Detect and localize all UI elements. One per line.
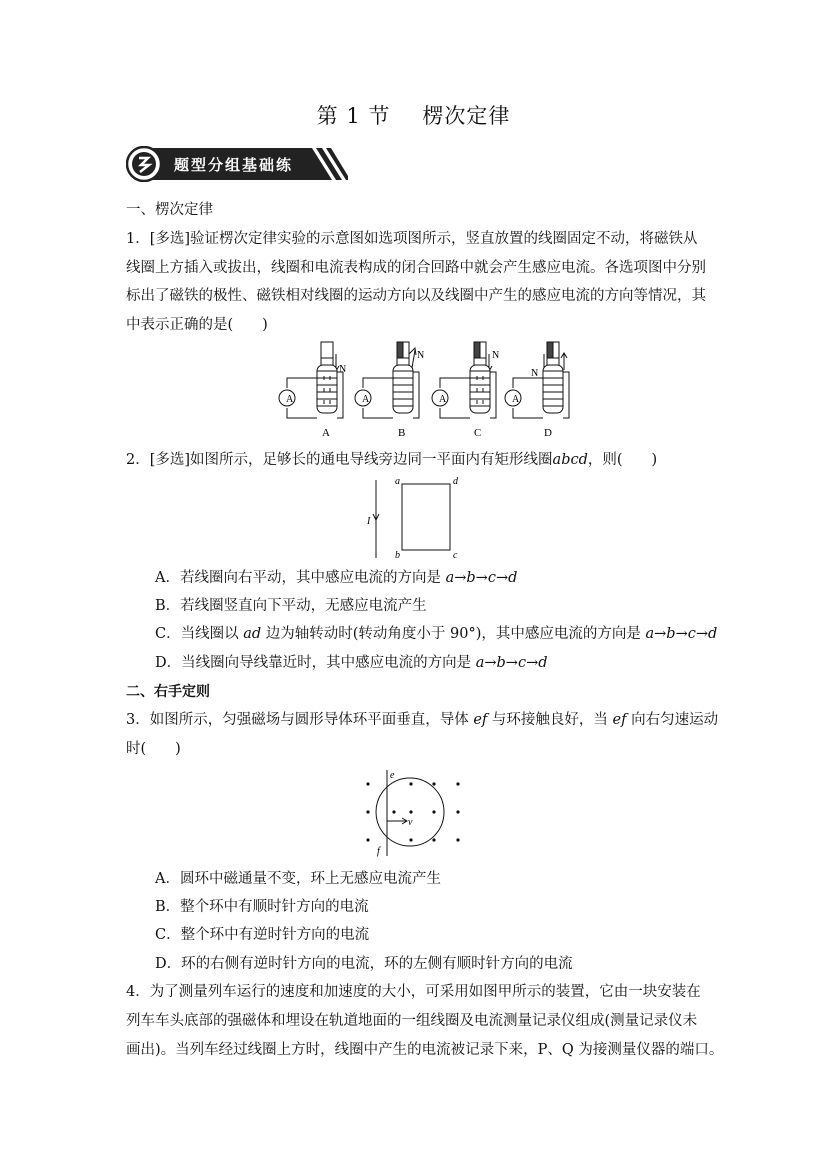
q1-figure <box>275 340 580 440</box>
panel-label-d: D <box>544 427 552 439</box>
pole-label-c: N <box>492 350 500 361</box>
section-number: 第 1 节 <box>316 104 391 128</box>
q2-stem-var: abcd <box>552 452 588 468</box>
point-f: f <box>377 846 380 857</box>
q1-line-2: 线圈上方插入或拔出，线圈和电流表构成的闭合回路中就会产生感应电流。各选项图中分别 <box>126 260 706 276</box>
q4-line-3: 画出)。当列车经过线圈上方时，线圈中产生的电流被记录下来，P、Q 为接测量仪器的端口。 <box>126 1042 724 1058</box>
corner-a: a <box>395 476 400 487</box>
ammeter-label-b: A <box>362 394 370 405</box>
q2-option-c-path: a→b→c→d <box>645 626 718 642</box>
ammeter-label-a: A <box>286 394 294 405</box>
q2-option-d-path: a→b→c→d <box>475 655 548 671</box>
q2-option-a-text: A．若线圈向右平动，其中感应电流的方向是 <box>155 570 446 586</box>
current-label: I <box>367 516 371 527</box>
panel-label-c: C <box>474 427 482 439</box>
q3-option-b: B．整个环中有顺时针方向的电流 <box>155 899 369 915</box>
pole-label-d: N <box>531 368 539 379</box>
banner-label: 题型分组基础练 <box>174 156 294 174</box>
q2-figure <box>360 474 470 564</box>
q3-var-ef-1: ef <box>473 712 488 728</box>
q3-option-c: C．整个环中有逆时针方向的电流 <box>155 927 370 943</box>
q2-option-c-text: 边为轴转动时(转动角度小于 90°)，其中感应电流的方向是 <box>261 626 646 642</box>
section-banner <box>126 146 348 182</box>
q2-option-c-pre: C．当线圈以 <box>155 626 244 642</box>
section-heading-2: 二、右手定则 <box>126 684 210 700</box>
pole-label-b: N <box>417 350 425 361</box>
page-title <box>0 100 827 130</box>
q1-line-1: 1．[多选]验证楞次定律实验的示意图如选项图所示，竖直放置的线圈固定不动，将磁铁从 <box>126 231 698 247</box>
velocity-v: v <box>408 817 413 828</box>
q1-panel-d <box>505 342 569 418</box>
q3-option-a: A．圆环中磁通量不变，环上无感应电流产生 <box>155 871 441 887</box>
corner-c: c <box>453 550 458 561</box>
q2-option-d <box>155 653 548 673</box>
q3-line-2: 时( ) <box>126 741 181 757</box>
q2-option-d-text: D．当线圈向导线靠近时，其中感应电流的方向是 <box>155 655 476 671</box>
q3-line-1 <box>126 710 718 730</box>
q3-line-1c: 向右匀速运动 <box>626 712 719 728</box>
q3-line-1a: 3．如图所示，匀强磁场与圆形导体环平面垂直，导体 <box>126 712 474 728</box>
panel-label-b: B <box>398 427 406 439</box>
point-e: e <box>390 770 395 781</box>
q3-figure <box>358 766 470 860</box>
q3-option-d: D．环的右侧有逆时针方向的电流，环的左侧有顺时针方向的电流 <box>155 956 573 972</box>
q2-stem-text: 2．[多选]如图所示，足够长的通电导线旁边同一平面内有矩形线圈 <box>126 452 553 468</box>
q1-line-4: 中表示正确的是( ) <box>126 317 268 333</box>
section-title: 楞次定律 <box>422 104 511 128</box>
corner-d: d <box>453 476 458 487</box>
q2-stem <box>126 450 657 470</box>
q3-line-1b: 与环接触良好，当 <box>487 712 613 728</box>
q1-panel-c <box>432 342 496 418</box>
q2-option-a-path: a→b→c→d <box>445 570 518 586</box>
q2-option-b: B．若线圈竖直向下平动，无感应电流产生 <box>155 598 427 614</box>
corner-b: b <box>395 550 400 561</box>
q2-option-c-var: ad <box>243 626 262 642</box>
q1-panel-b <box>355 342 419 418</box>
q2-option-c <box>155 624 717 644</box>
q4-line-1: 4．为了测量列车运行的速度和加速度的大小，可采用如图甲所示的装置，它由一块安装在 <box>126 984 701 1000</box>
q1-line-3: 标出了磁铁的极性、磁铁相对线圈的运动方向以及线圈中产生的感应电流的方向等情况，其 <box>126 288 706 304</box>
ammeter-label-c: A <box>439 394 447 405</box>
pole-label-a: N <box>339 364 347 375</box>
q1-panel-a <box>279 342 343 418</box>
q2-option-a <box>155 568 517 588</box>
ammeter-label-d: A <box>512 394 520 405</box>
panel-label-a: A <box>322 427 330 439</box>
section-heading-1: 一、楞次定律 <box>126 202 213 218</box>
q2-stem-end: ，则( ) <box>587 452 658 468</box>
q3-var-ef-2: ef <box>612 712 627 728</box>
q4-line-2: 列车车头底部的强磁体和埋设在轨道地面的一组线圈及电流测量记录仪组成(测量记录仪未 <box>126 1013 698 1029</box>
